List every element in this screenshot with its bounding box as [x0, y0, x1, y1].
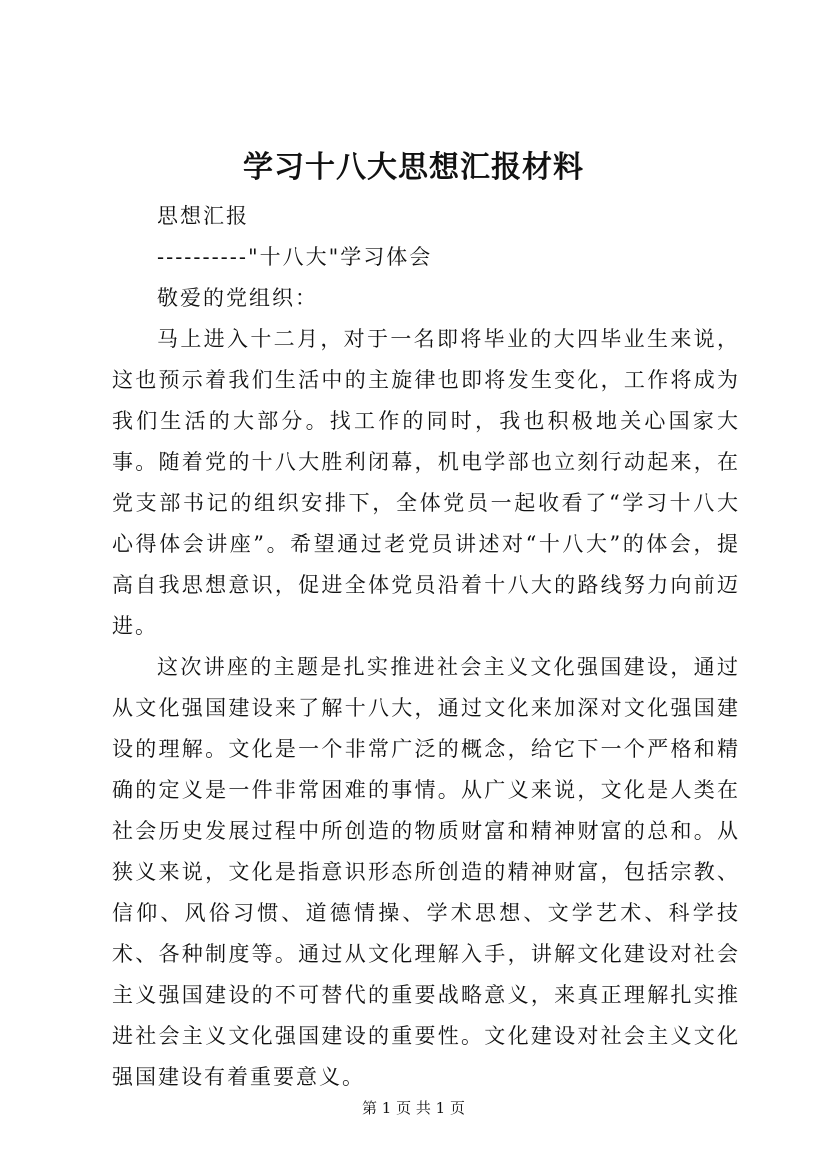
- salutation: 敬爱的党组织：: [157, 286, 318, 310]
- paragraph-2: 这次讲座的主题是扎实推进社会主义文化强国建设，通过从文化强国建设来了解十八大，通过文化来加深对文化强国建设的理解。文化是一个非常广泛的概念，给它下一个严格和精确的定义是一件非常困难的事情。从广义来说，文化是人类在社会历史发展过程中所创造的物质财富和精神财富的总和。从狭义来说，文化是指意识形态所创造的精神财富，包括宗教、信仰、风俗习惯、道德情操、学术思想、文学艺术、科学技术、各种制度等。通过从文化理解入手，讲解文化建设对社会主义强国建设的不可替代的重要战略意义，来真正理解扎实推进社会主义文化强国建设的重要性。文化建设对社会主义文化强国建设有着重要意义。: [112, 655, 740, 1089]
- page-footer: 第 1 页 共 1 页: [362, 1099, 465, 1117]
- document-title: 学习十八大思想汇报材料: [243, 150, 584, 185]
- subtitle-line: ----------"十八大"学习体会: [157, 245, 433, 269]
- heading-label: 思想汇报: [157, 204, 249, 228]
- document-body: [112, 196, 740, 1098]
- paragraph-1: 马上进入十二月，对于一名即将毕业的大四毕业生来说，这也预示着我们生活中的主旋律也即将发生变化，工作将成为我们生活的大部分。找工作的同时，我也积极地关心国家大事。随着党的十八大胜利闭幕，机电学部也立刻行动起来，在党支部书记的组织安排下，全体党员一起收看了“学习十八大心得体会讲座”。希望通过老党员讲述对“十八大”的体会，提高自我思想意识，促进全体党员沿着十八大的路线努力向前迈进。: [112, 327, 740, 638]
